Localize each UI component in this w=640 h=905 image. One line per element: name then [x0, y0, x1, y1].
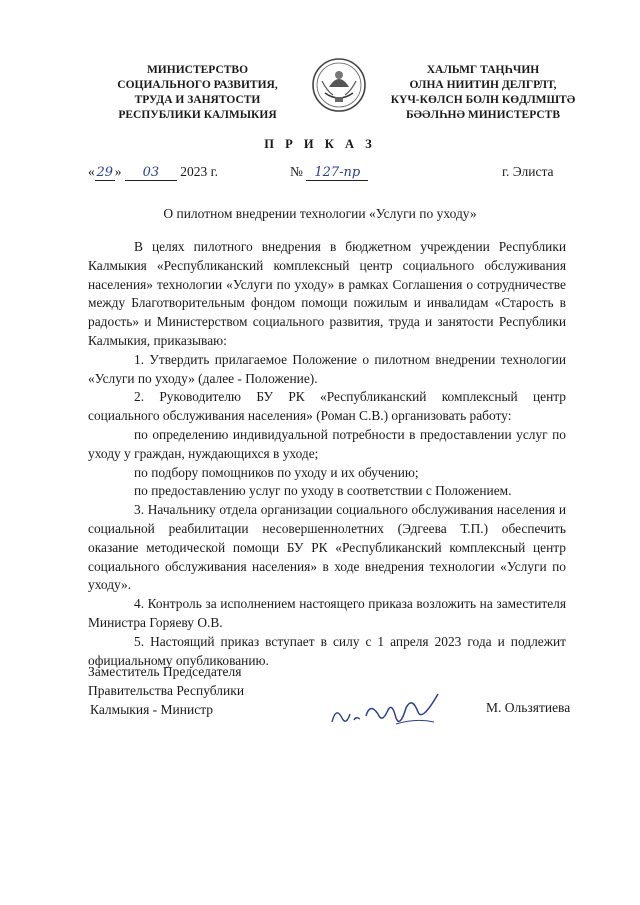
date-month: 03	[125, 165, 177, 181]
date-day: 29	[96, 165, 114, 180]
paragraph: 4. Контроль за исполнением настоящего приказа возложить на заместителя Министра Горяеву О.В.	[88, 596, 566, 630]
paragraph: по определению индивидуальной потребности в предоставлении услуг по уходу у граждан, нуждающихся в уходе;	[88, 426, 566, 461]
date-year: 2023 г.	[180, 164, 219, 179]
header-line: СОЦИАЛЬНОГО РАЗВИТИЯ,	[117, 79, 278, 91]
paragraph: В целях пилотного внедрения в бюджетном учреждении Республики Калмыкия «Республиканский комплексный центр социального обслуживания населения» технологии «Услуги по уходу» в рамках Соглашения о сотрудничестве между Благотворительным фондом помощи пожилым и инвалидам «Старость в радость» и Министерством социального развития, труда и занятости Республики Калмыкия, приказываю:	[88, 239, 566, 348]
date-quote-open: «	[88, 164, 95, 179]
paragraph: 3. Начальнику отдела организации социального обслуживания населения и социальной реабилитации несовершеннолетних (Эдгеева Т.П.) обеспечить оказание методической помощи БУ РК «Республиканский комплексный центр социального обслуживания населения» в ходе внедрения технологии «Услуги по уходу».	[88, 502, 566, 593]
coat-of-arms-icon	[311, 57, 367, 113]
position-line: Калмыкия - Министр	[90, 702, 214, 717]
header-line: МИНИСТЕРСТВО	[146, 64, 249, 76]
number-value: 127-пр	[306, 165, 368, 181]
header-line: ОЛНА НИИТИН ДЕЛГРЛТ,	[409, 79, 557, 91]
order-body	[88, 238, 566, 670]
paragraph: 5. Настоящий приказ вступает в силу с 1 апреля 2023 года и подлежит официальному опубликованию.	[88, 633, 566, 668]
paragraph: по подбору помощников по уходу и их обучению;	[134, 464, 419, 480]
ministry-name-kalmyk	[368, 63, 598, 123]
paragraph: 1. Утвердить прилагаемое Положение о пилотном внедрении технологии «Услуги по уходу» (далее - Положение).	[88, 351, 566, 386]
order-subject: О пилотном внедрении технологии «Услуги по уходу»	[163, 206, 477, 221]
header-line: ХАЛЬМГ ТАҢҺЧИН	[426, 64, 540, 76]
header-line: КҮЧ-КӨЛСН БОЛН КӨДЛМШТӘ	[390, 94, 576, 106]
paragraph: по предоставлению услуг по уходу в соответствии с Положением.	[134, 483, 512, 499]
paragraph: 2. Руководителю БУ РК «Республиканский комплексный центр социального обслуживания населения» (Роман С.В.) организовать работу:	[88, 389, 566, 424]
document-title: П Р И К А З	[264, 137, 376, 151]
number-label: №	[290, 164, 303, 179]
signatory-position	[88, 662, 244, 719]
position-line: Заместитель Председателя	[88, 664, 242, 679]
header-line: БӘӘЛҺНӘ МИНИСТЕРСТВ	[405, 109, 561, 121]
header-line: РЕСПУБЛИКИ КАЛМЫКИЯ	[118, 109, 277, 121]
handwritten-signature	[326, 688, 446, 736]
order-date	[88, 164, 218, 181]
order-number	[290, 164, 368, 181]
signatory-name: М. Ользятиева	[486, 700, 571, 715]
date-quote-close: »	[114, 164, 122, 179]
position-line: Правительства Республики	[88, 683, 245, 698]
ministry-name-russian	[95, 63, 300, 123]
city: г. Элиста	[502, 164, 554, 179]
header-line: ТРУДА И ЗАНЯТОСТИ	[134, 94, 261, 106]
